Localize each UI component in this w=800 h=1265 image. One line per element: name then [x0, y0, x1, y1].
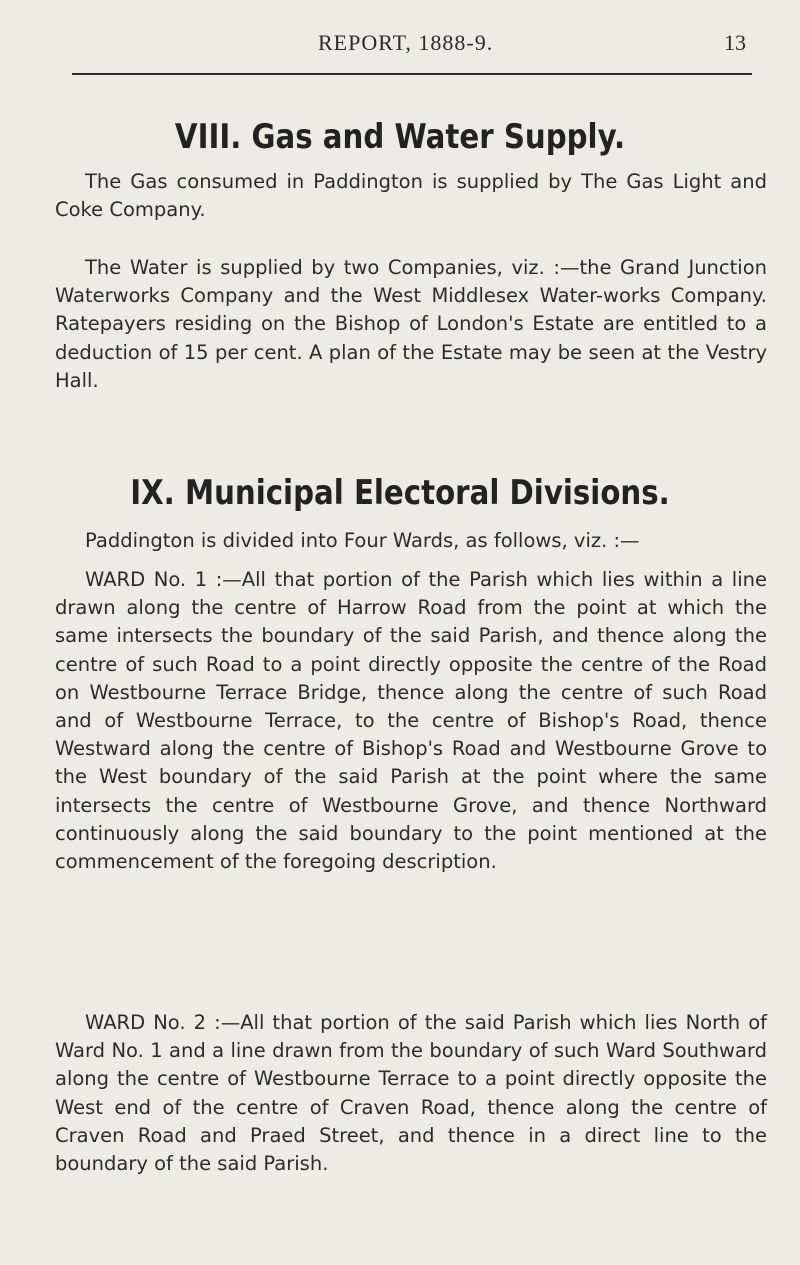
- paragraph-ward-1: WARD No. 1 :—All that portion of the Parish which lies within a line drawn along the centre of Harrow Road from the point at which the same intersects the boundary of the said Parish, and thence along the centre of such Road to a point directly opposite the centre of the Road on Westbourne Terrace Bridge, thence along the centre of such Road and of Westbourne Terrace, to the centre of Bishop's Road, thence Westward along the centre of Bishop's Road and Westbourne Grove to the West boundary of the said Parish at the point where the same intersects the centre of Westbourne Grove, and thence Northward continuously along the said boundary to the point mentioned at the commencement of the foregoing description.: [55, 568, 767, 874]
- running-title: REPORT, 1888-9.: [318, 30, 494, 55]
- header-rule: [72, 73, 752, 75]
- section-heading-gas-water: VIII. Gas and Water Supply.: [174, 117, 626, 157]
- section-heading-electoral-divisions: IX. Municipal Electoral Divisions.: [130, 473, 670, 513]
- paragraph-wards-intro: Paddington is divided into Four Wards, as follows, viz. :—: [85, 529, 640, 552]
- page-number: 13: [724, 30, 746, 55]
- paragraph-ward-2: WARD No. 2 :—All that portion of the said Parish which lies North of Ward No. 1 and a line drawn from the boundary of such Ward Southward along the centre of Westbourne Terrace to a point directly opposite the West end of the centre of Craven Road, thence along the centre of Craven Road and Praed Street, and thence in a direct line to the boundary of the said Parish.: [55, 1011, 767, 1176]
- running-header: [0, 30, 800, 60]
- paragraph-water-supply: The Water is supplied by two Companies, viz. :—the Grand Junction Waterworks Company and the West Middlesex Water-works Company. Ratepayers residing on the Bishop of London's Estate are entitled to a deduction of 15 per cent. A plan of the Estate may be seen at the Vestry Hall.: [55, 256, 767, 392]
- paragraph-gas-supply: The Gas consumed in Paddington is supplied by The Gas Light and Coke Company.: [55, 170, 767, 222]
